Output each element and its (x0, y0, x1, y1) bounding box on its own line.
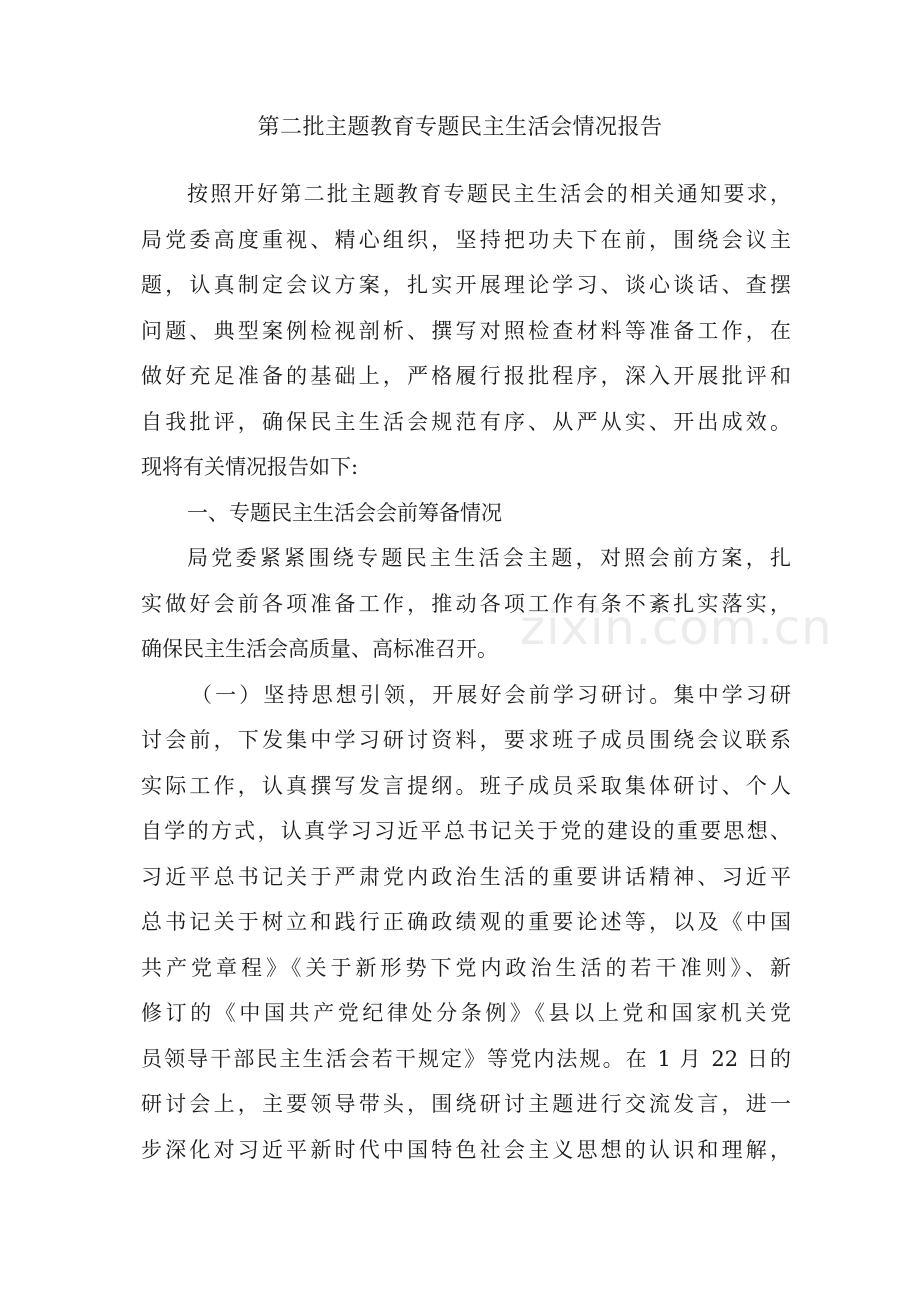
paragraph-line: 确保民主生活会高质量、高标准召开。 (141, 637, 498, 661)
paragraph-line: 局党委紧紧围绕专题民主生活会主题，对照会前方案，扎 (187, 546, 791, 570)
paragraph-line: 现将有关情况报告如下: (141, 455, 359, 479)
paragraph-line: 共产党章程》《关于新形势下党内政治生活的若干准则》、新 (141, 955, 791, 980)
paragraph-line: 问题、典型案例检视剖析、撰写对照检查材料等准备工作，在 (141, 318, 791, 343)
paragraph-line: 步深化对习近平新时代中国特色社会主义思想的认识和理解， (141, 1137, 791, 1162)
paragraph-line: 做好充足准备的基础上，严格履行报批程序，深入开展批评和 (141, 364, 791, 388)
paragraph-line: （一）坚持思想引领，开展好会前学习研讨。集中学习研 (191, 682, 791, 707)
paragraph-line: 按照开好第二批主题教育专题民主生活会的相关通知要求， (187, 182, 791, 206)
paragraph-line: 修订的《中国共产党纪律处分条例》《县以上党和国家机关党 (141, 1001, 791, 1025)
paragraph-line: 局党委高度重视、精心组织，坚持把功夫下在前，围绕会议主 (141, 227, 791, 252)
document-title: 第二批主题教育专题民主生活会情况报告 (257, 115, 663, 140)
watermark: zixin.com.cn (520, 600, 833, 656)
document-body (141, 172, 791, 1173)
paragraph-line: 自我批评，确保民主生活会规范有序、从严从实、开出成效。 (141, 409, 791, 434)
paragraph-line: 实际工作，认真撰写发言提纲。班子成员采取集体研讨、个人 (141, 773, 791, 798)
paragraph-line: 实做好会前各项准备工作，推动各项工作有条不紊扎实落实， (141, 591, 791, 616)
paragraph-line: 自学的方式，认真学习习近平总书记关于党的建设的重要思想、 (141, 819, 791, 843)
paragraph-line: 讨会前，下发集中学习研讨资料，要求班子成员围绕会议联系 (141, 728, 791, 752)
paragraph-line: 员领导干部民主生活会若干规定》等党内法规。在 1 月 22 日的 (141, 1046, 791, 1071)
paragraph-line: 研讨会上，主要领导带头，围绕研讨主题进行交流发言，进一 (141, 1092, 791, 1116)
section-heading: 一、专题民主生活会会前筹备情况 (187, 500, 502, 525)
paragraph-line: 习近平总书记关于严肃党内政治生活的重要讲话精神、习近平 (141, 864, 791, 889)
paragraph-line: 总书记关于树立和践行正确政绩观的重要论述等，以及《中国 (141, 910, 791, 934)
paragraph-line: 题，认真制定会议方案，扎实开展理论学习、谈心谈话、查摆 (141, 273, 791, 297)
